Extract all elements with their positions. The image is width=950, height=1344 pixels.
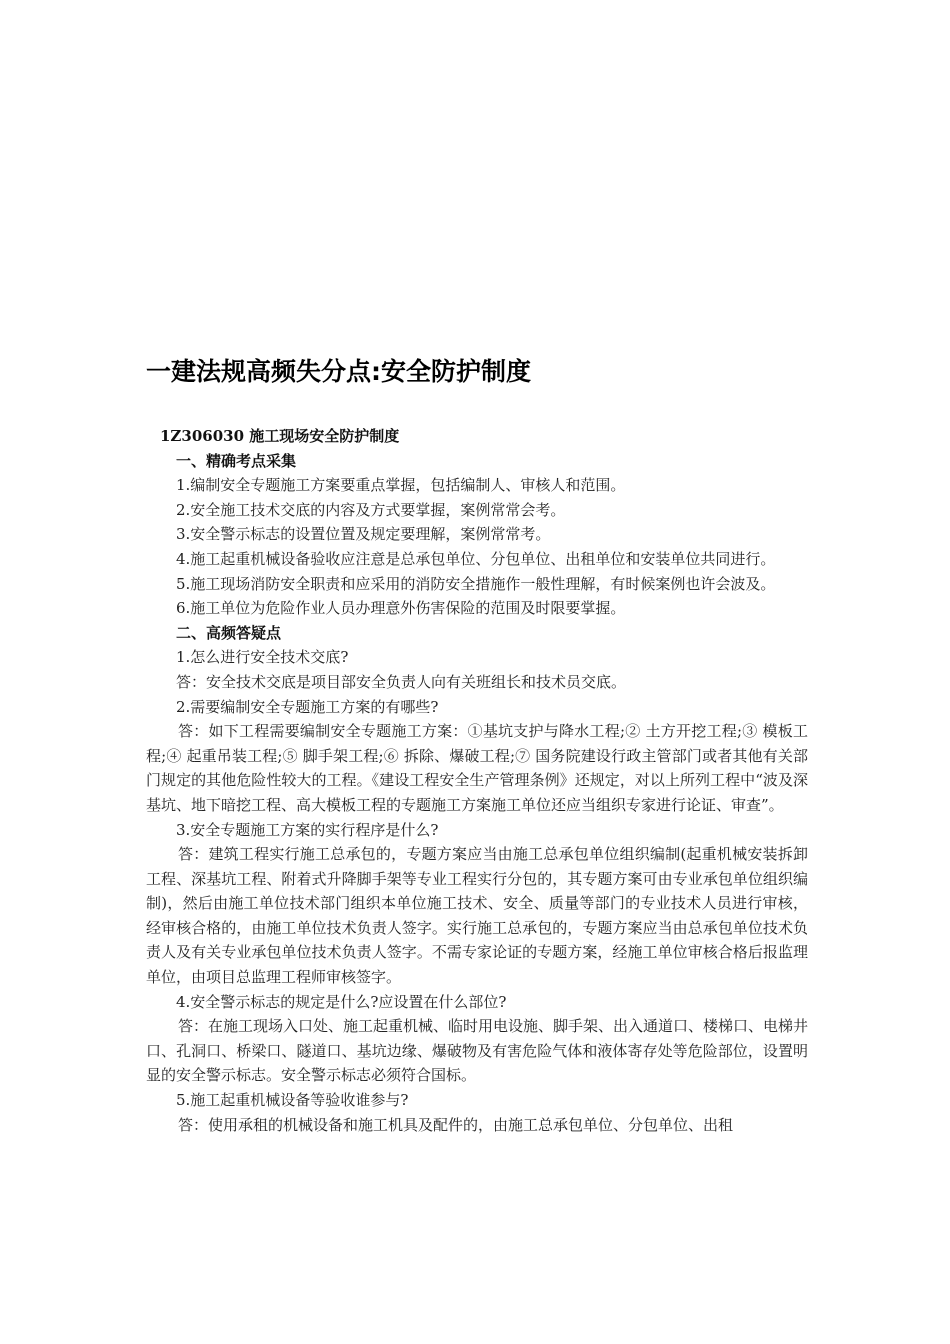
part1-item: 6.施工单位为危险作业人员办理意外伤害保险的范围及时限要掌握。 (176, 599, 626, 618)
section-heading: 1Z306030 施工现场安全防护制度 (160, 427, 400, 445)
answer: 答：如下工程需要编制安全专题施工方案：①基坑支护与降水工程;② 土方开挖工程;③ 模板工程;④ 起重吊装工程;⑤ 脚手架工程;⑥ 拆除、爆破工程;⑦ 国务院建设行政主管部门或者其他有关部门规定的其他危险性较大的工程。《建设工程安全生产管理条例》还规定，对以上所列工程中“波及深基坑、地下暗挖工程、高大模板工程的专题施工方案施工单位还应当组织专家进行论证、审查”。 (146, 722, 808, 814)
part1-item: 5.施工现场消防安全职责和应采用的消防安全措施作一般性理解，有时候案例也许会波及。 (176, 574, 776, 593)
question: 2.需要编制安全专题施工方案的有哪些? (176, 697, 439, 716)
question: 4.安全警示标志的规定是什么?应设置在什么部位? (176, 992, 507, 1011)
part1-item: 1.编制安全专题施工方案要重点掌握，包括编制人、审核人和范围。 (176, 476, 626, 495)
part1-item: 4.施工起重机械设备验收应注意是总承包单位、分包单位、出租单位和安装单位共同进行。 (176, 549, 776, 568)
document-title: 一建法规高频失分点:安全防护制度 (146, 357, 531, 386)
question: 1.怎么进行安全技术交底? (176, 648, 349, 667)
question: 5.施工起重机械设备等验收谁参与? (176, 1091, 409, 1110)
answer: 答：建筑工程实行施工总承包的，专题方案应当由施工总承包单位组织编制(起重机械安装拆卸工程、深基坑工程、附着式升降脚手架等专业工程实行分包的，其专题方案可由专业承包单位组织编制)，然后由施工单位技术部门组织本单位施工技术、安全、质量等部门的专业技术人员进行审核，经审核合格的，由施工单位技术负责人签字。实行施工总承包的，专题方案应当由总承包单位技术负责人及有关专业承包单位技术负责人签字。不需专家论证的专题方案，经施工单位审核合格后报监理单位，由项目总监理工程师审核签字。 (146, 845, 808, 987)
answer: 答：使用承租的机械设备和施工机具及配件的，由施工总承包单位、分包单位、出租 (178, 1115, 734, 1134)
part1-heading: 一、精确考点采集 (176, 451, 297, 470)
part1-item: 3.安全警示标志的设置位置及规定要理解，案例常常考。 (176, 525, 551, 544)
answer: 答：安全技术交底是项目部安全负责人向有关班组长和技术员交底。 (176, 672, 627, 691)
part2-heading: 二、高频答疑点 (176, 623, 282, 642)
part1-item: 2.安全施工技术交底的内容及方式要掌握，案例常常会考。 (176, 500, 566, 519)
question: 3.安全专题施工方案的实行程序是什么? (176, 820, 439, 839)
answer: 答：在施工现场入口处、施工起重机械、临时用电设施、脚手架、出入通道口、楼梯口、电梯井口、孔洞口、桥梁口、隧道口、基坑边缘、爆破物及有害危险气体和液体寄存处等危险部位，设置明显的安全警示标志。安全警示标志必须符合国标。 (146, 1017, 809, 1085)
document-body (146, 424, 808, 1137)
